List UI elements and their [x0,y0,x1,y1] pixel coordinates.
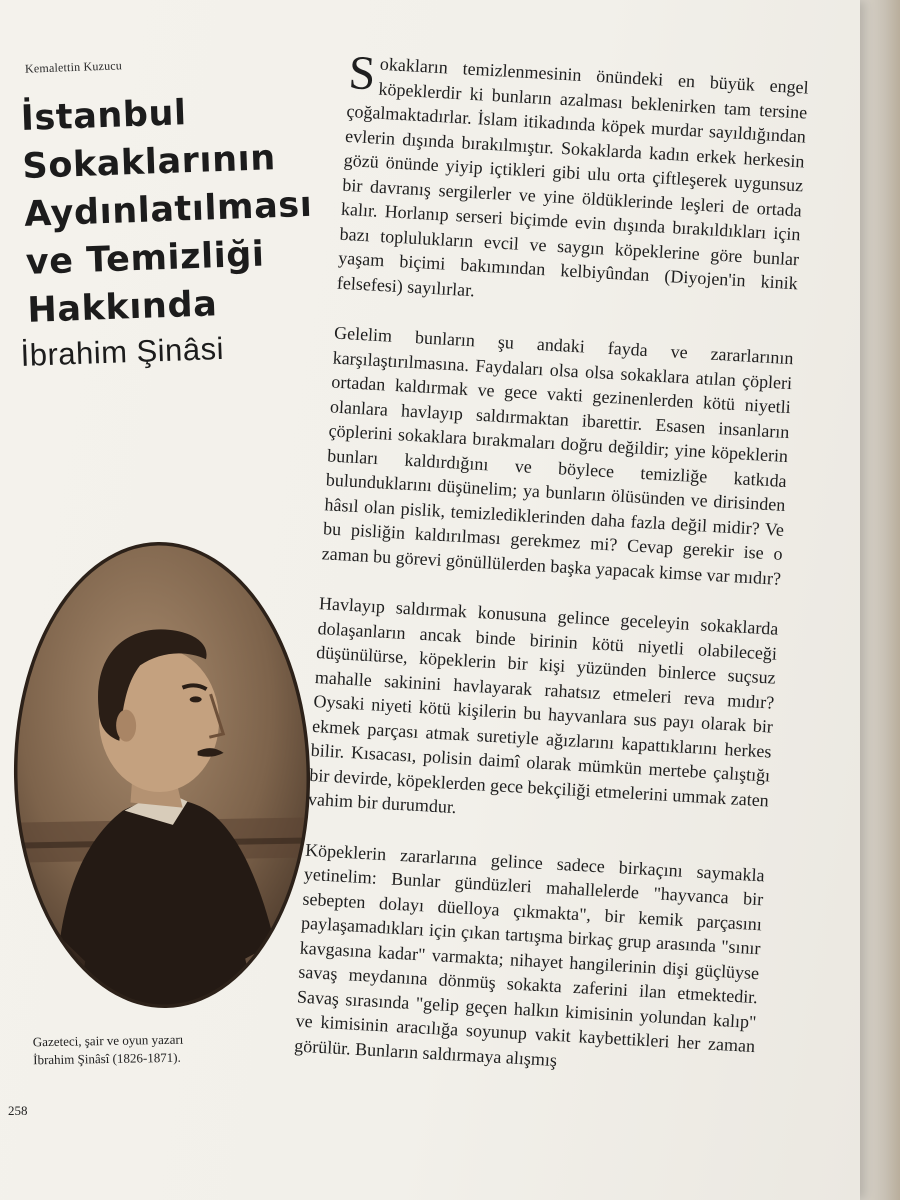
title-line: Hakkında [26,284,218,331]
paragraph: Havlayıp saldırmak konusuna gelince geceleyin sokaklarda dolaşanların ancak binde birinin kötü niyetli olabileceği düşünülürse, köpeklerin bir kişi yüzünden binlerce suçsuz mahalle sakinini havlayarak rahatsız etmeleri reva mıdır? Oysaki niyeti kötü kişilerin bu hayvanlara sus payı olarak bir ekmek parçası atmak suretiyle ağızlarını kapattıklarını herkes bilir. Kısacası, polisin daimî olarak mümkün mertebe çalıştığı bir devirde, köpeklerden gece bekçiliği etmelerini ummak zaten vahim bir durumdur. [307,593,779,818]
paragraph-text: okakların temizlenmesinin önündeki en büyük engel köpeklerdir ki bunların azalması beklenirken tam tersine çoğalmaktadırlar. İslam itikadında köpek murdar sayıldığından evlerin dışında bırakılmıştır. Sokaklarda kadın erkek herkesin gözü önünde yiyip içtikleri gibi ulu orta çiftleşerek uygunsuz bir davranış sergilerler ve yine öldüklerinde leşleri de ortada kalır. Horlanıp serseri biçimde evin dışında bırakıldıkları için bazı toplulukların evcil ve saygın köpeklerine göre bunlar yaşam biçimi bakımından kelbiyûndan (Diyojen'in kinik felsefesi) sayılırlar. [336,53,810,300]
title-line: ve Temizliği [25,234,266,283]
paragraph: Gelelim bunların şu andaki fayda ve zararlarının karşılaştırılmasına. Faydaları olsa olsa sokaklara atılan çöpleri ortadan kaldırmak ve gece vakti gezinenlerden kötü niyetli olanlara havlayıp saldırmaktan ibarettir. Esasen insanların çöplerini sokaklara bırakmaları doğru değildir; yine köpeklerin bunları kaldırdığını ve böylece temizliğe katkıda bulunduklarını düşünelim; ya bunların ölüsünden ve dirisinden hâsıl olan pislik, temizlediklerinden daha fazla değil midir? Ve bu pisliğin kaldırılması gerekmez mi? Cevap gerekir ise o zaman bu görevi gönüllülerden başka yapacak kimse var mıdır? [321,322,795,589]
page-number: 258 [8,1103,28,1118]
portrait-photo [8,537,316,1012]
article-author: İbrahim Şinâsi [20,330,225,373]
page-edge [860,0,900,1200]
paragraph [336,46,810,320]
photo-caption [33,1031,184,1070]
title-line: Sokaklarının [21,138,277,187]
article-body [292,46,810,1109]
caption-line: Gazeteci, şair ve oyun yazarı [32,1031,184,1050]
drop-cap: S [347,46,377,101]
running-head: Kemalettin Kuzucu [24,58,123,76]
caption-line: İbrahim Şinâsî (1826-1871). [33,1049,181,1068]
paragraph: Köpeklerin zararlarına gelince sadece birkaçını saymakla yetinelim: Bunlar gündüzleri mahallelerde "hayvanca bir sebepten dolayı düelloya çıkmakta", bir kemik parçasını paylaşamadıkları için çıkan tartışma birkaç grup arasında "sınır kavgasına kadar" varmakta; nihayet hangilerinin dişi güçlüyse savaş meydanına dönmüş sokakta zaferini ilan etmektedir. Savaş sırasında "gelip geçen halkın kimisinin yolundan kalıp" ve kimisinin aracılığa soyunup vakit kaybettikleri her zaman görülür. Bunların saldırmaya alışmış [293,839,766,1070]
title-line: İstanbul [20,93,188,139]
article-title [20,85,328,335]
title-line: Aydınlatılması [23,184,313,235]
portrait-image [8,537,316,1012]
